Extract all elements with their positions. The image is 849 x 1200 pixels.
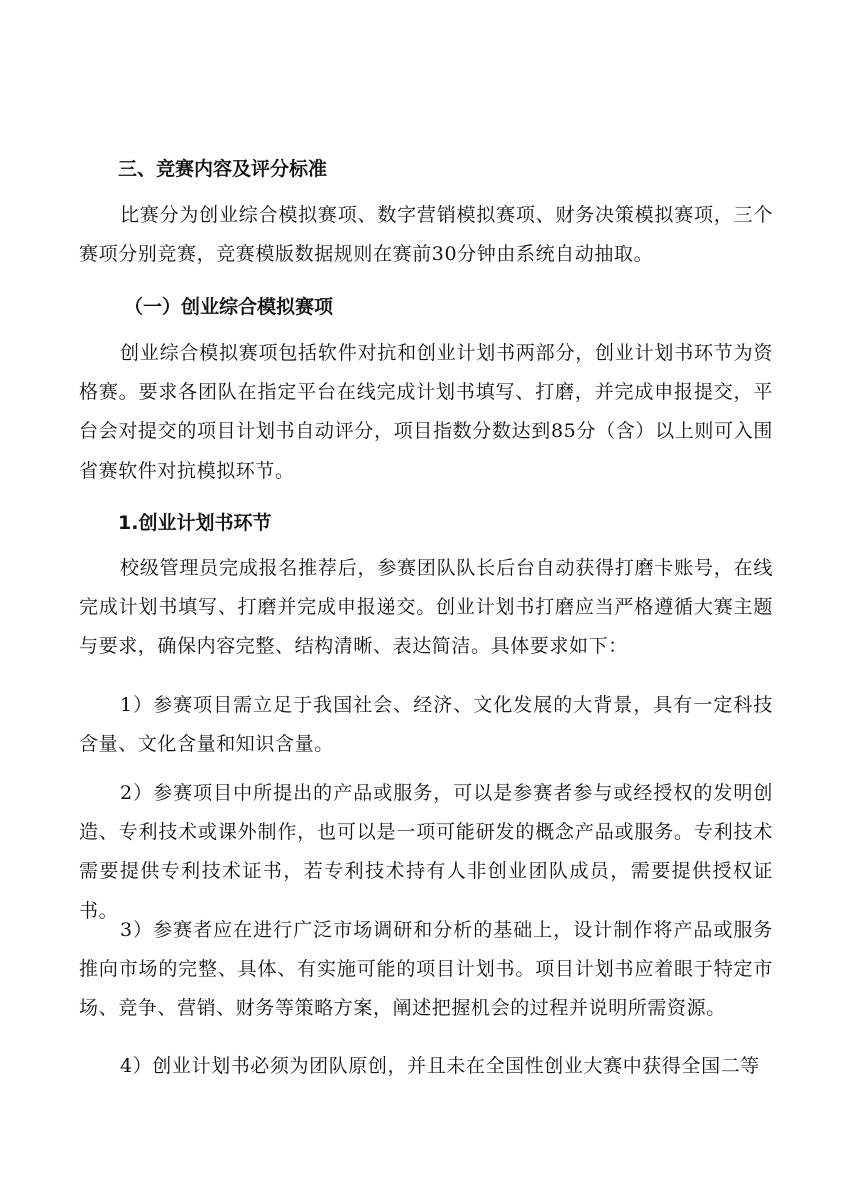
item-heading-1: 1.创业计划书环节 xyxy=(118,512,272,534)
item-1-paragraph: 校级管理员完成报名推荐后，参赛团队队长后台自动获得打磨卡账号，在线完成计划书填写、打磨并完成申报递交。创业计划书打磨应当严格遵循大赛主题与要求，确保内容完整、结构清晰、表达简洁。具体要求如下： xyxy=(79,557,773,658)
subsection-heading-1: （一）创业综合模拟赛项 xyxy=(124,296,334,318)
requirement-4: 4）创业计划书必须为团队原创，并且未在全国性创业大赛中获得全国二等 xyxy=(120,1055,760,1077)
requirement-1: 1）参赛项目需立足于我国社会、经济、文化发展的大背景，具有一定科技含量、文化含量和知识含量。 xyxy=(79,694,773,756)
subsection-1-paragraph: 创业综合模拟赛项包括软件对抗和创业计划书两部分，创业计划书环节为资格赛。要求各团队在指定平台在线完成计划书填写、打磨，并完成申报提交，平台会对提交的项目计划书自动评分，项目指数分数达到85分（含）以上则可入围省赛软件对抗模拟环节。 xyxy=(79,342,773,482)
requirement-3: 3）参赛者应在进行广泛市场调研和分析的基础上，设计制作将产品或服务推向市场的完整、具体、有实施可能的项目计划书。项目计划书应着眼于特定市场、竞争、营销、财务等策略方案，阐述把握机会的过程并说明所需资源。 xyxy=(79,919,773,1020)
section-heading-3: 三、竞赛内容及评分标准 xyxy=(118,158,328,180)
requirement-2: 2）参赛项目中所提出的产品或服务，可以是参赛者参与或经授权的发明创造、专利技术或课外制作，也可以是一项可能研发的概念产品或服务。专利技术需要提供专利技术证书，若专利技术持有人非创业团队成员，需要提供授权证书。 xyxy=(79,782,773,922)
intro-paragraph: 比赛分为创业综合模拟赛项、数字营销模拟赛项、财务决策模拟赛项，三个赛项分别竞赛，竞赛模版数据规则在赛前30分钟由系统自动抽取。 xyxy=(79,204,773,266)
